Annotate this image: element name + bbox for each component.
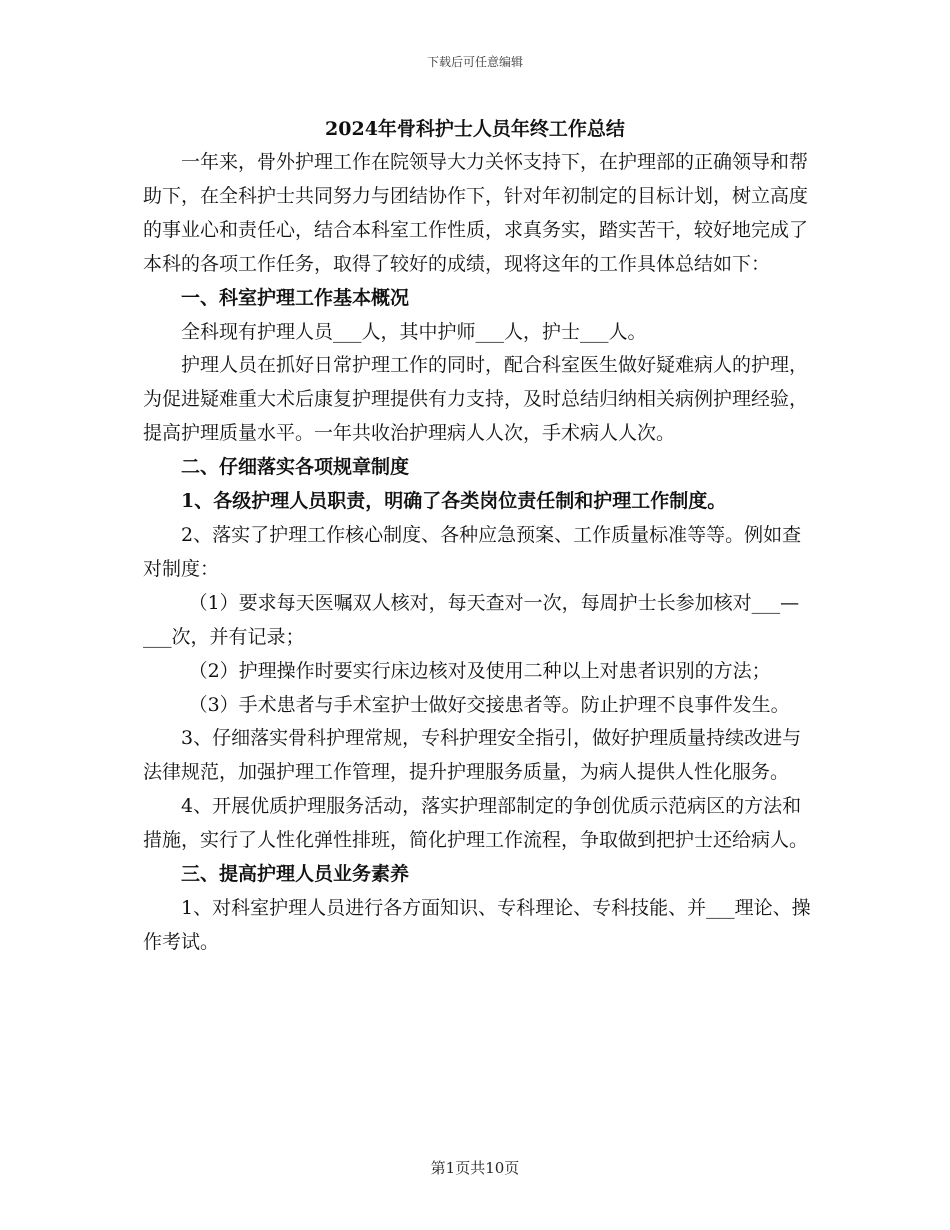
sub-list-item: （2）护理操作时要实行床边核对及使用二种以上对患者识别的方法； [188, 659, 771, 682]
body-paragraph: 护理人员在抓好日常护理工作的同时，配合科室医生做好疑难病人的护理，为促进疑难重大术后康复护理提供有力支持，及时总结归纳相关病例护理经验，提高护理质量水平。一年共收治护理病人人次，手术病人人次。 [143, 354, 809, 445]
sub-list-item: （3）手术患者与手术室护士做好交接患者等。防止护理不良事件发生。 [188, 693, 790, 716]
section-heading-1: 一、科室护理工作基本概况 [181, 286, 410, 309]
header-note: 下载后可任意编辑 [426, 55, 523, 69]
bold-list-item: 1、各级护理人员职责，明确了各类岗位责任制和护理工作制度。 [181, 490, 727, 513]
section-heading-2: 二、仔细落实各项规章制度 [181, 456, 410, 479]
list-item: 3、仔细落实骨科护理常规，专科护理安全指引，做好护理质量持续改进与法律规范，加强护理工作管理，提升护理服务质量，为病人提供人性化服务。 [143, 727, 802, 784]
intro-paragraph: 一年来，骨外护理工作在院领导大力关怀支持下，在护理部的正确领导和帮助下，在全科护士共同努力与团结协作下，针对年初制定的目标计划，树立高度的事业心和责任心，结合本科室工作性质，求真务实，踏实苦干，较好地完成了本科的各项工作任务，取得了较好的成绩，现将这年的工作具体总结如下： [143, 151, 809, 275]
list-item: 1、对科室护理人员进行各方面知识、专科理论、专科技能、并___理论、操作考试。 [143, 896, 811, 953]
document-body [143, 146, 815, 960]
body-paragraph: 全科现有护理人员___人，其中护师___人，护士___人。 [181, 320, 647, 343]
list-item: 2、落实了护理工作核心制度、各种应急预案、工作质量标准等等。例如查对制度： [143, 523, 802, 580]
document-title: 2024年骨科护士人员年终工作总结 [325, 118, 625, 140]
list-item: 4、开展优质护理服务活动，落实护理部制定的争创优质示范病区的方法和措施，实行了人性化弹性排班，简化护理工作流程，争取做到把护士还给病人。 [143, 795, 809, 852]
page-footer: 第1页共10页 [430, 1159, 520, 1177]
sub-list-item: （1）要求每天医嘱双人核对，每天查对一次，每周护士长参加核对___—___次，并有记录； [143, 591, 800, 648]
section-heading-3: 三、提高护理人员业务素养 [181, 863, 410, 886]
